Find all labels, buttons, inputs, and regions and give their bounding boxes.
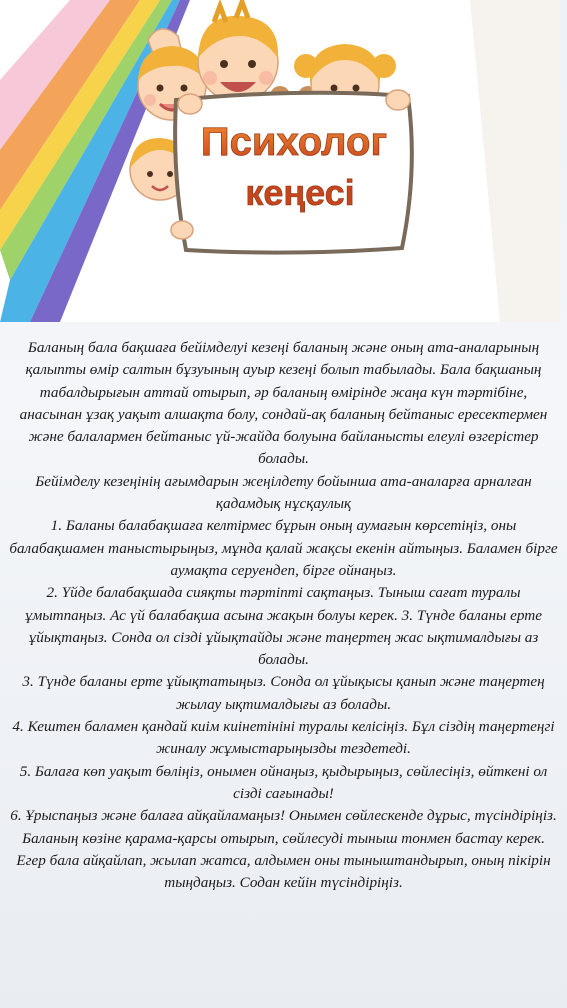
tip-4: 4. Кештен баламен қандай киім киінетініні туралы келісіңіз. Бұл сіздің таңертеңгі жиналу жұмыстарыңызды тездетеді. bbox=[12, 718, 555, 758]
tip-3: 3. Түнде баланы ерте ұйықтатыңыз. Сонда ол ұйықысы қанып және таңертең жылау ықтималдығы аз болады. bbox=[22, 673, 545, 713]
advice-text bbox=[8, 337, 559, 894]
intro-paragraph: Баланың бала бақшаға бейімделуі кезеңі баланың және оның ата-аналарының қалыпты өмір салтын бұзуының ауыр кезеңі болып табылады. Бала бақшаның табалдырығын аттай отырып, әр баланың өмірінде жаңа күн тәртібіне, анасынан ұзақ уақыт алшақта болу, сондай-ақ баланың бейтаныс ересектермен және балалармен бейтаныс үй-жайда болуына байланысты елеулі өзгерістер болады. bbox=[19, 339, 548, 468]
banner-title-line1: Психолог bbox=[200, 120, 388, 164]
tip-2: 2. Үйде балабақшада сияқты тәртіпті сақтаңыз. Тыныш сағат туралы ұмытпаңыз. Ас үй балабақша асына жақын болуы керек. 3. Түнде баланы ерте ұйықтаңыз. Сонда ол сізді ұйықтайды және таңертең жас ықтималдығы аз болады. bbox=[25, 584, 542, 669]
tip-5: 5. Балаға көп уақыт бөліңіз, онымен ойнаңыз, қыдырыңыз, сөйлесіңіз, өйткені ол сізді сағынады! bbox=[19, 762, 548, 802]
tip-1: 1. Баланы балабақшаға келтірмес бұрын оның аумағын көрсетіңіз, оны балабақшамен таныстырыңыз, мұнда қалай жақсы екенін айтыңыз. Баламен бірге аумақта серуендеп, бірге ойнаңыз. bbox=[9, 517, 558, 579]
header-illustration bbox=[0, 0, 560, 322]
tip-6: 6. Ұрыспаңыз және балаға айқайламаңыз! Онымен сөйлескенде дұрыс, түсіндіріңіз. Баланың көзіне қарама-қарсы отырып, сөйлесуді тыныш тонмен бастау керек. Егер бала айқайлап, жылап жатса, алдымен оны тыныштандырып, оның пікірін тыңдаңыз. Содан кейін түсіндіріңіз. bbox=[10, 807, 557, 892]
child-center-illustration bbox=[198, 2, 278, 102]
banner-title-line2: кеңесі bbox=[245, 172, 355, 213]
guide-heading: Бейімделу кезеңінің ағымдарын жеңілдету бойынша ата-аналарға арналған қадамдық нұсқаулық bbox=[35, 472, 532, 513]
